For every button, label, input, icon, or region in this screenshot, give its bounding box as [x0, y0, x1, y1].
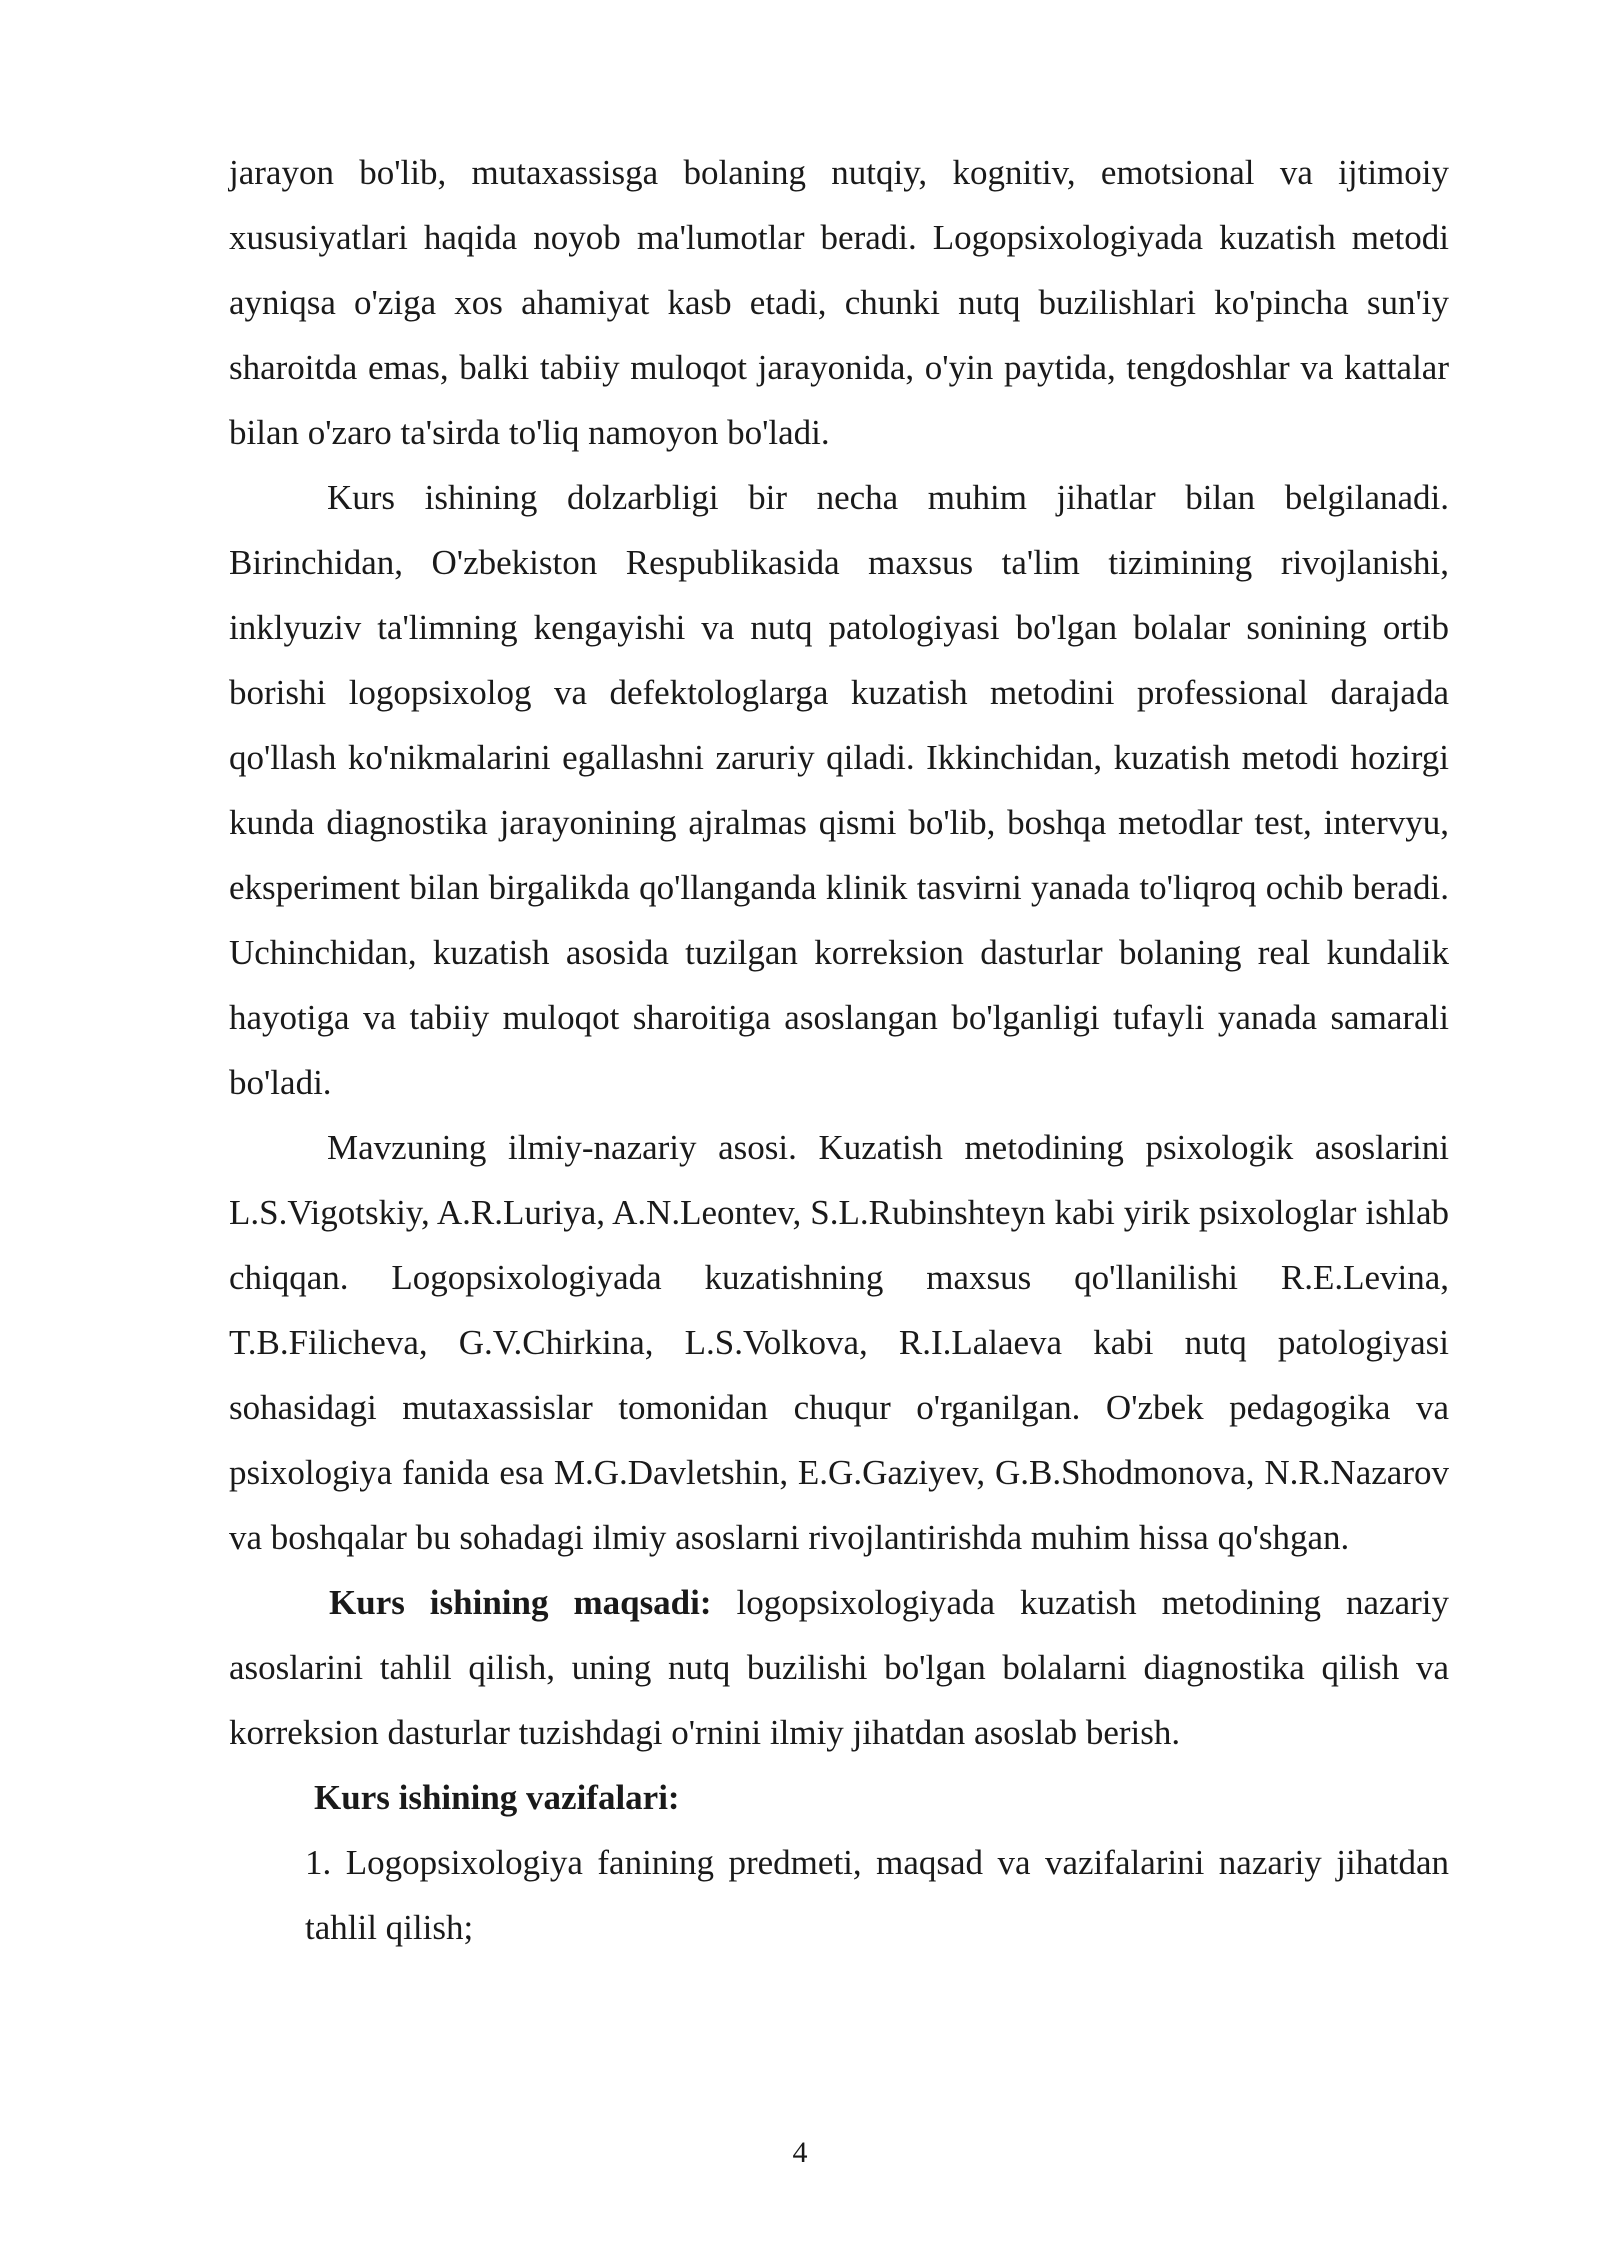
paragraph-relevance: Kurs ishining dolzarbligi bir necha muhim jihatlar bilan belgilanadi. Birinchidan, O'zbekiston Respublikasida maxsus ta'lim tizimining rivojlanishi, inklyuziv ta'limning kengayishi va nutq patologiyasi bo'lgan bolalar sonining ortib borishi logopsixolog va defektologlarga kuzatish metodini professional darajada qo'llash ko'nikmalarini egallashni zaruriy qiladi. Ikkinchidan, kuzatish metodi hozirgi kunda diagnostika jarayonining ajralmas qismi bo'lib, boshqa metodlar test, intervyu, eksperiment bilan birgalikda qo'llanganda klinik tasvirni yanada to'liqroq ochib beradi. Uchinchidan, kuzatish asosida tuzilgan korreksion dasturlar bolaning real kundalik hayotiga va tabiiy muloqot sharoitiga asoslangan bo'lganligi tufayli yanada samarali bo'ladi. [229, 478, 1449, 1102]
goal-text: logopsixologiyada kuzatish metodining nazariy asoslarini tahlil qilish, uning nutq buzilishi bo'lgan bolalarni diagnostika qilish va korreksion dasturlar tuzishdagi o'rnini ilmiy jihatdan asoslab berish. [229, 1583, 1449, 1752]
page-number: 4 [792, 2136, 808, 2169]
paragraph-goal [229, 1570, 1449, 1765]
paragraph-theoretical-basis: Mavzuning ilmiy-nazariy asosi. Kuzatish metodining psixologik asoslarini L.S.Vigotskiy, A.R.Luriya, A.N.Leontev, S.L.Rubinshteyn kabi yirik psixologlar ishlab chiqqan. Logopsixologiyada kuzatishning maxsus qo'llanilishi R.E.Levina, T.B.Filicheva, G.V.Chirkina, L.S.Volkova, R.I.Lalaeva kabi nutq patologiyasi sohasidagi mutaxassislar tomonidan chuqur o'rganilgan. O'zbek pedagogika va psixologiya fanida esa M.G.Davletshin, E.G.Gaziyev, G.B.Shodmonova, N.R.Nazarov va boshqalar bu sohadagi ilmiy asoslarni rivojlantirishda muhim hissa qo'shgan. [229, 1128, 1449, 1557]
tasks-heading: Kurs ishining vazifalari: [314, 1778, 680, 1817]
document-body [229, 140, 1449, 1960]
paragraph-observation-intro: jarayon bo'lib, mutaxassisga bolaning nutqiy, kognitiv, emotsional va ijtimoiy xususiyatlari haqida noyob ma'lumotlar beradi. Logopsixologiyada kuzatish metodi ayniqsa o'ziga xos ahamiyat kasb etadi, chunki nutq buzilishlari ko'pincha sun'iy sharoitda emas, balki tabiiy muloqot jarayonida, o'yin paytida, tengdoshlar va kattalar bilan o'zaro ta'sirda to'liq namoyon bo'ladi. [229, 153, 1449, 452]
goal-label: Kurs ishining maqsadi: [329, 1583, 712, 1622]
task-item-1: 1. Logopsixologiya fanining predmeti, maqsad va vazifalarini nazariy jihatdan tahlil qilish; [305, 1843, 1449, 1947]
